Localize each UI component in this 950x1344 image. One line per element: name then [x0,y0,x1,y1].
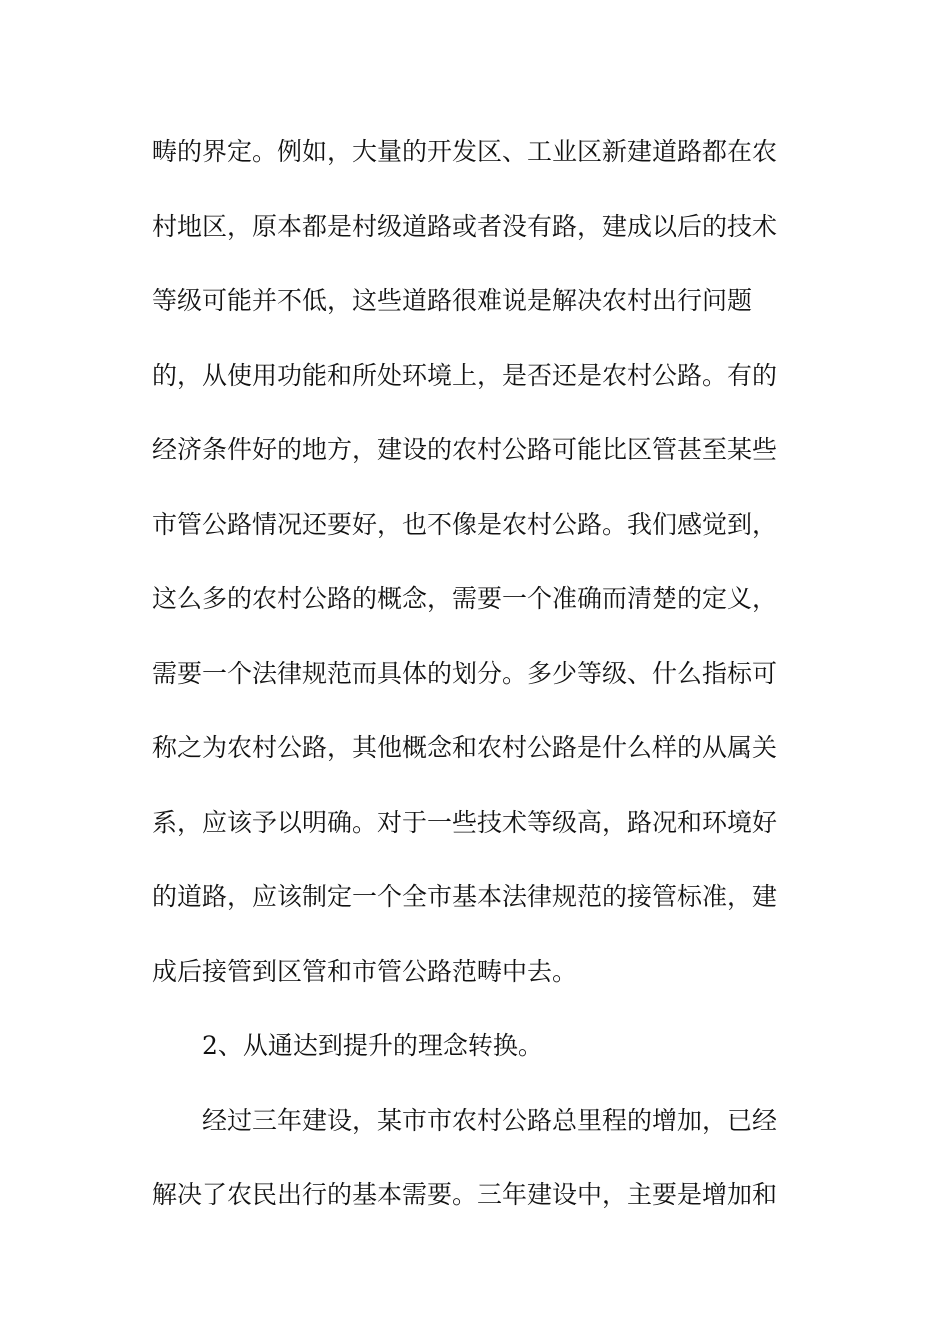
text-line: 称之为农村公路，其他概念和农村公路是什么样的从属关 [152,733,778,762]
text-line: 村地区，原本都是村级道路或者没有路，建成以后的技术 [152,211,778,241]
text-line: 经济条件好的地方，建设的农村公路可能比区管甚至某些 [152,435,778,464]
text-line: 这么多的农村公路的概念，需要一个准确而清楚的定义， [152,584,778,613]
body-text [152,127,792,1245]
text-line: 系，应该予以明确。对于一些技术等级高，路况和环境好 [152,807,778,837]
text-line: 成后接管到区管和市管公路范畴中去。 [152,956,578,986]
text-line: 解决了农民出行的基本需要。三年建设中，主要是增加和 [152,1180,778,1209]
text-line: 需要一个法律规范而具体的划分。多少等级、什么指标可 [152,658,778,688]
text-line: 市管公路情况还要好，也不像是农村公路。我们感觉到， [152,509,778,539]
text-line: 畴的界定。例如，大量的开发区、工业区新建道路都在农 [152,137,778,166]
paragraph-start-line: 经过三年建设，某市市农村公路总里程的增加，已经 [202,1105,778,1135]
text-line: 的，从使用功能和所处环境上，是否还是农村公路。有的 [152,360,778,390]
text-line: 的道路，应该制定一个全市基本法律规范的接管标准，建 [152,882,778,911]
section-heading: 2、从通达到提升的理念转换。 [202,1031,543,1060]
text-line: 等级可能并不低，这些道路很难说是解决农村出行问题 [152,286,753,315]
